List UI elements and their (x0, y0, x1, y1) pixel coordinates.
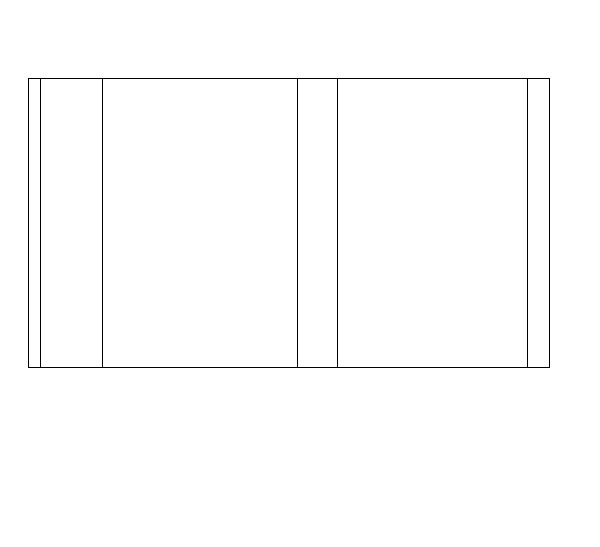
match-schedule-table (28, 78, 550, 368)
